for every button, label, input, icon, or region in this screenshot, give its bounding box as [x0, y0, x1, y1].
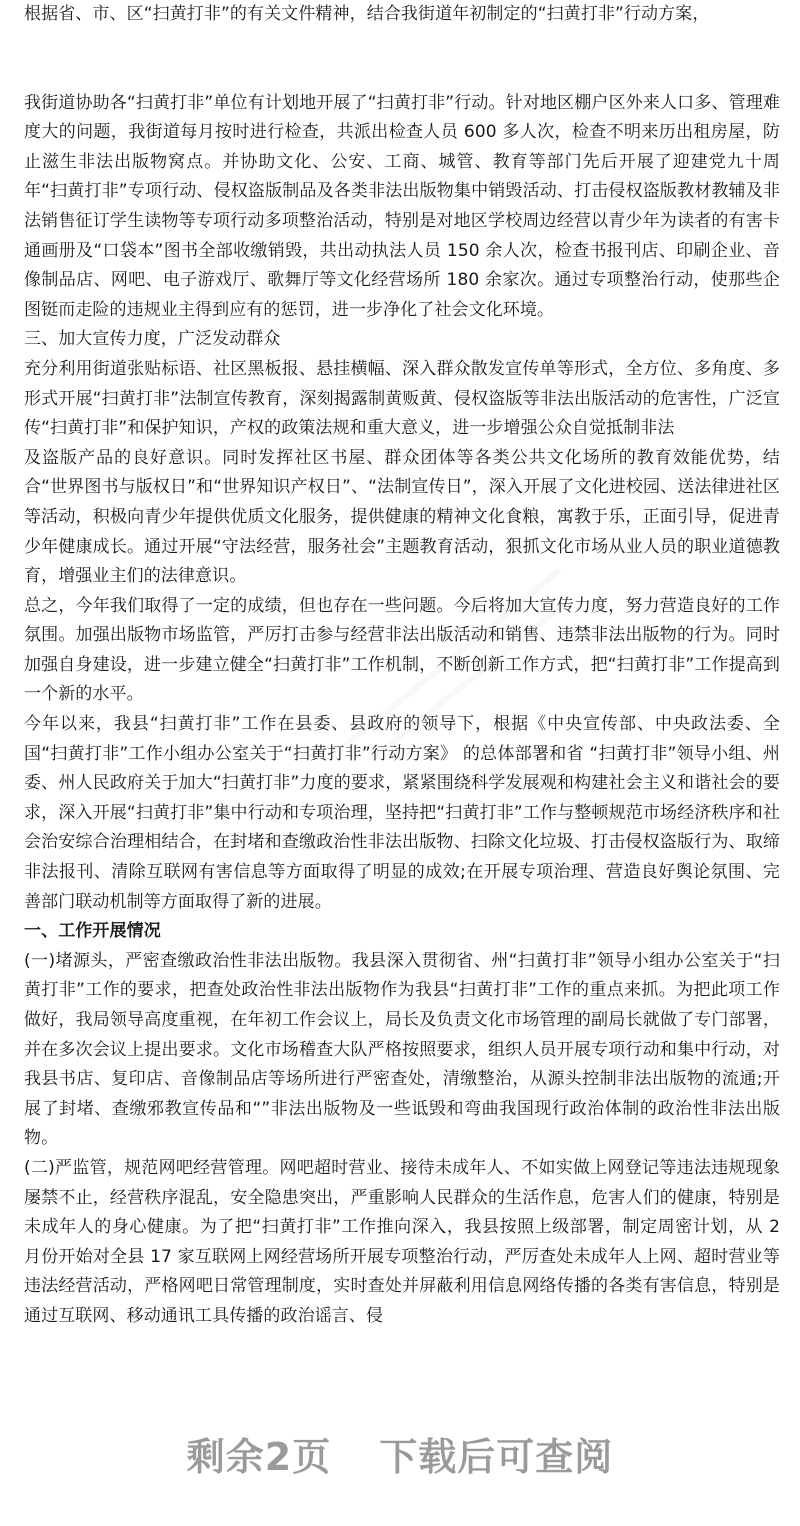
document-body: [24, 0, 780, 1332]
paragraph-summary: 总之，今年我们取得了一定的成绩，但也存在一些问题。今后将加大宣传力度，努力营造良好的工作氛围。加强出版物市场监管，严厉打击参与经营非法出版活动和销售、违禁非法出版物的行为。同时加强自身建设，进一步建立健全“扫黄打非”工作机制，不断创新工作方式，把“扫黄打非”工作提高到一个新的水平。: [24, 595, 780, 705]
paragraph-street-action: 我街道协助各“扫黄打非”单位有计划地开展了“扫黄打非”行动。针对地区棚户区外来人口多、管理难度大的问题，我街道每月按时进行检查，共派出检查人员 600 多人次，检查不明来历出租房屋，防止滋生非法出版物窝点。并协助文化、公安、工商、城管、教育等部门先后开展了迎建党九十周年“扫黄打非”专项行动、侵权盗版制品及各类非法出版物集中销毁活动、打击侵权盗版教材教辅及非法销售征订学生读物等专项行动多项整治活动，特别是对地区学校周边经营以青少年为读者的有害卡通画册及“口袋本”图书全部收缴销毁，共出动执法人员 150 余人次，检查书报刊店、印刷企业、音像制品店、网吧、电子游戏厅、歌舞厅等文化经营场所 180 余家次。通过专项整治行动，使那些企图铤而走险的违规业主得到应有的惩罚，进一步净化了社会文化环境。: [24, 92, 780, 320]
section-heading-work-status: 一、工作开展情况: [24, 921, 161, 942]
paragraph-publicity-awareness: 及盗版产品的良好意识。同时发挥社区书屋、群众团体等各类公共文化场所的教育效能优势，结合“世界图书与版权日”和“世界知识产权日”、“法制宣传日”，深入开展了文化进校园、送法律进社区等活动，积极向青少年提供优质文化服务，提供健康的精神文化食粮，寓教于乐，正面引导，促进青少年健康成长。通过开展“守法经营，服务社会”主题教育活动，狠抓文化市场从业人员的职业道德教育，增强业主们的法律意识。: [24, 447, 780, 587]
paragraph-intro: 根据省、市、区“扫黄打非”的有关文件精神，结合我街道年初制定的“扫黄打非”行动方案，: [24, 4, 710, 24]
download-banner[interactable]: [0, 1408, 800, 1498]
paragraph-internet-cafe: (二)严监管，规范网吧经营管理。网吧超时营业、接待未成年人、不如实做上网登记等违法违规现象屡禁不止，经营秩序混乱，安全隐患突出，严重影响人民群众的生活作息，危害人们的健康，特别是未成年人的身心健康。为了把“扫黄打非”工作推向深入，我县按照上级部署，制定周密计划，从 2 月份开始对全县 17 家互联网上网经营场所开展专项整治行动，严厉查处未成年人上网、超时营业等违法经营活动，严格网吧日常管理制度，实时查处并屏蔽利用信息网络传播的各类有害信息，特别是通过互联网、移动通讯工具传播的政治谣言、侵: [24, 1157, 780, 1326]
paragraph-county-overview: 今年以来，我县“扫黄打非”工作在县委、县政府的领导下，根据《中央宣传部、中央政法委、全国“扫黄打非”工作小组办公室关于“扫黄打非”行动方案》 的总体部署和省 “扫黄打非”领导小组、州委、州人民政府关于加大“扫黄打非”力度的要求，紧紧围绕科学发展观和构建社会主义和谐社会的要求，深入开展“扫黄打非”集中行动和专项治理，坚持把“扫黄打非”工作与整顿规范市场经济秩序和社会治安综合治理相结合，在封堵和查缴政治性非法出版物、扫除文化垃圾、打击侵权盗版行为、取缔非法报刊、清除互联网有害信息等方面取得了明显的成效;在开展专项治理、营造良好舆论氛围、完善部门联动机制等方面取得了新的进展。: [24, 714, 780, 912]
blank-gap: [24, 30, 780, 89]
section-heading-publicity: 三、加大宣传力度，广泛发动群众: [24, 329, 281, 350]
paragraph-publicity-methods: 充分利用街道张贴标语、社区黑板报、悬挂横幅、深入群众散发宣传单等形式，全方位、多角度、多形式开展“扫黄打非”法制宣传教育，深刻揭露制黄贩黄、侵权盗版等非法出版活动的危害性，广泛宣传“扫黄打非”和保护知识，产权的政策法规和重大意义，进一步增强公众自觉抵制非法: [24, 358, 780, 439]
download-prompt-label: 下载后可查阅: [379, 1434, 614, 1479]
remaining-pages-label: 剩余2页: [186, 1434, 332, 1479]
paragraph-block-source: (一)堵源头，严密查缴政治性非法出版物。我县深入贯彻省、州“扫黄打非”领导小组办公室关于“扫黄打非”工作的要求，把查处政治性非法出版物作为我县“扫黄打非”工作的重点来抓。为把此项工作做好，我局领导高度重视，在年初工作会议上，局长及负责文化市场管理的副局长就做了专门部署，并在多次会议上提出要求。文化市场稽查大队严格按照要求，组织人员开展专项行动和集中行动，对我县书店、复印店、音像制品店等场所进行严密查处，清缴整治，从源头控制非法出版物的流通;开展了封堵、查缴邪教宣传品和“”非法出版物及一些诋毁和弯曲我国现行政治体制的政治性非法出版物。: [24, 950, 780, 1149]
